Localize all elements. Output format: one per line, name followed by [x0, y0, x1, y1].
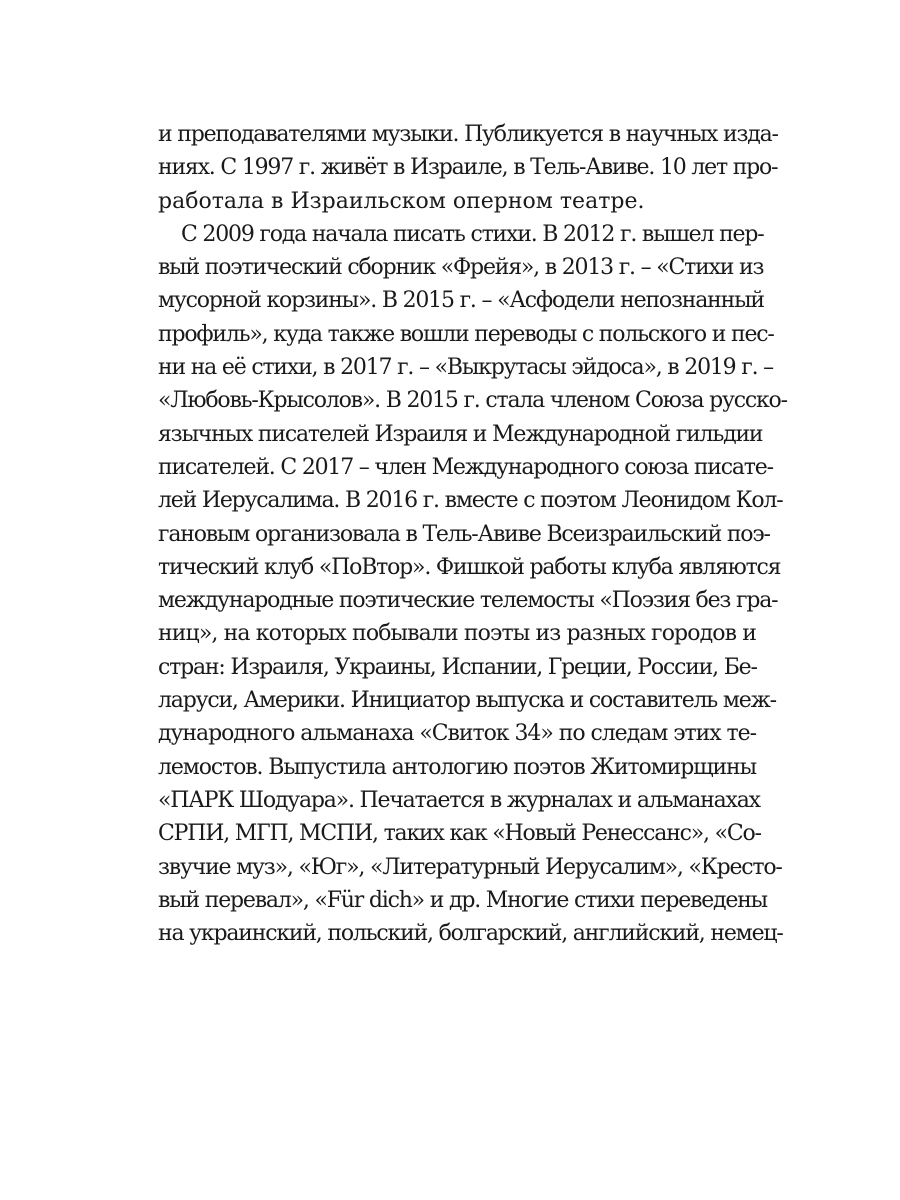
page-body	[158, 118, 787, 950]
text-line: вый перевал», «Für dich» и др. Многие стихи переведены	[158, 887, 767, 913]
text-line: ларуси, Америки. Инициатор выпуска и составитель меж-	[158, 688, 776, 714]
text-line: С 2009 года начала писать стихи. В 2012 г. вышел пер-	[181, 221, 764, 247]
text-line: вый поэтический сборник «Фрейя», в 2013 г. – «Стихи из	[158, 255, 764, 281]
text-line: СРПИ, МГП, МСПИ, таких как «Новый Ренессанс», «Со-	[158, 821, 761, 847]
text-line: международные поэтические телемосты «Поэзия без гра-	[158, 588, 778, 614]
text-line: язычных писателей Израиля и Международной гильдии	[158, 421, 763, 447]
text-line: профиль», куда также вошли переводы с польского и пес-	[158, 321, 774, 347]
paragraph-1	[158, 118, 778, 218]
text-line: гановым организовала в Тель-Авиве Всеизраильский поэ-	[158, 521, 770, 547]
text-line: звучие муз», «Юг», «Литературный Иерусалим», «Кресто-	[158, 854, 782, 880]
text-line: дународного альманаха «Свиток 34» по следам этих те-	[158, 721, 756, 747]
text-line: тический клуб «ПоВтор». Фишкой работы клуба являются	[158, 554, 781, 580]
text-line: мусорной корзины». В 2015 г. – «Асфодели непознанный	[158, 288, 764, 314]
text-line: ни на её стихи, в 2017 г. – «Выкрутасы эйдоса», в 2019 г. –	[158, 355, 773, 381]
text-line: ниц», на которых побывали поэты из разных городов и	[158, 621, 757, 647]
text-line: лей Иерусалима. В 2016 г. вместе с поэтом Леонидом Кол-	[158, 488, 783, 514]
text-line: работала в Израильском оперном театре.	[158, 188, 645, 214]
text-line: лемостов. Выпустила антологию поэтов Житомирщины	[158, 754, 756, 780]
text-line: стран: Израиля, Украины, Испании, Греции, России, Бе-	[158, 654, 757, 680]
text-line: и преподавателями музыки. Публикуется в научных изда-	[158, 122, 778, 147]
text-line: писателей. С 2017 – член Международного союза писате-	[158, 454, 773, 480]
text-line: ниях. С 1997 г. живёт в Израиле, в Тель-Авиве. 10 лет про-	[158, 155, 778, 181]
text-line: «Любовь-Крысолов». В 2015 г. стала членом Союза русско-	[158, 388, 787, 414]
paragraph-2	[158, 218, 787, 951]
text-line: на украинский, польский, болгарский, английский, немец-	[158, 921, 783, 947]
text-line: «ПАРК Шодуара». Печатается в журналах и альманахах	[158, 787, 760, 813]
